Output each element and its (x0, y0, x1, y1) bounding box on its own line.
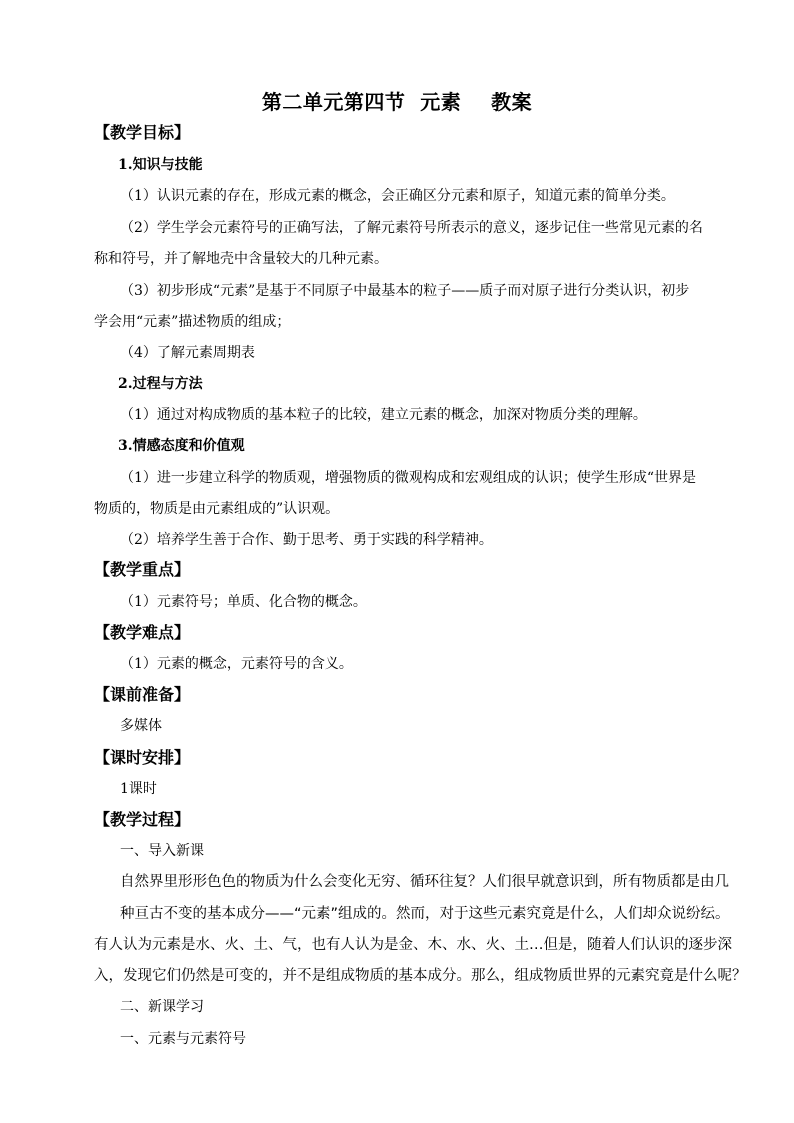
paragraph-line: （2）学生学会元素符号的正确写法，了解元素符号所表示的意义，逐步记住一些常见元素的名 (120, 220, 703, 236)
paragraph-line: （1）元素的概念，元素符号的含义。 (120, 656, 353, 672)
paragraph-line: （4）了解元素周期表 (120, 345, 255, 361)
section-heading-difficulties: 【教学难点】 (94, 623, 191, 642)
subheading-new-lesson: 二、新课学习 (120, 999, 204, 1015)
section-heading-key-points: 【教学重点】 (94, 560, 191, 579)
section-heading-process: 【教学过程】 (94, 810, 191, 829)
subheading-elements-and-symbols: 一、元素与元素符号 (120, 1031, 246, 1047)
paragraph-line: （3）初步形成“元素”是基于不同原子中最基本的粒子——质子而对原子进行分类认识，初步 (120, 283, 690, 299)
paragraph-line: 称和符号，并了解地壳中含量较大的几种元素。 (94, 251, 388, 267)
section-heading-objectives: 【教学目标】 (94, 123, 191, 142)
subheading-knowledge: 1.知识与技能 (118, 157, 203, 173)
subheading-introduction: 一、导入新课 (120, 843, 204, 859)
paragraph-line: 种亘古不变的基本成分——“元素”组成的。然而，对于这些元素究竟是什么，人们却众说纷纭。 (120, 906, 730, 922)
paragraph-line: （2）培养学生善于合作、勤于思考、勇于实践的科学精神。 (120, 532, 493, 548)
paragraph-line: 有人认为元素是水、火、土、气，也有人认为是金、木、水、火、土…但是，随着人们认识的逐步深 (94, 937, 732, 953)
document-title: 第二单元第四节 元素 教案 (261, 90, 533, 114)
section-heading-schedule: 【课时安排】 (94, 748, 191, 767)
paragraph-line: 学会用“元素”描述物质的组成； (94, 314, 291, 330)
subheading-attitude: 3.情感态度和价值观 (118, 438, 245, 454)
paragraph-line: 物质的，物质是由元素组成的”认识观。 (94, 501, 340, 517)
paragraph-line: 入，发现它们仍然是可变的，并不是组成物质的基本成分。那么，组成物质世界的元素究竟是什么呢？ (94, 968, 747, 984)
paragraph-line: （1）元素符号；单质、化合物的概念。 (120, 594, 367, 610)
paragraph-line: 自然界里形形色色的物质为什么会变化无穷、循环往复？人们很早就意识到，所有物质都是由几 (120, 874, 729, 890)
section-heading-preparation: 【课前准备】 (94, 685, 191, 704)
paragraph-line: 1课时 (120, 781, 157, 797)
paragraph-line: （1）通过对构成物质的基本粒子的比较，建立元素的概念，加深对物质分类的理解。 (120, 407, 647, 423)
paragraph-line: （1）进一步建立科学的物质观，增强物质的微观构成和宏观组成的认识；使学生形成“世界是 (120, 470, 697, 486)
paragraph-line: 多媒体 (120, 718, 162, 734)
paragraph-line: （1）认识元素的存在，形成元素的概念，会正确区分元素和原子，知道元素的简单分类。 (120, 188, 675, 204)
subheading-process: 2.过程与方法 (118, 376, 203, 392)
